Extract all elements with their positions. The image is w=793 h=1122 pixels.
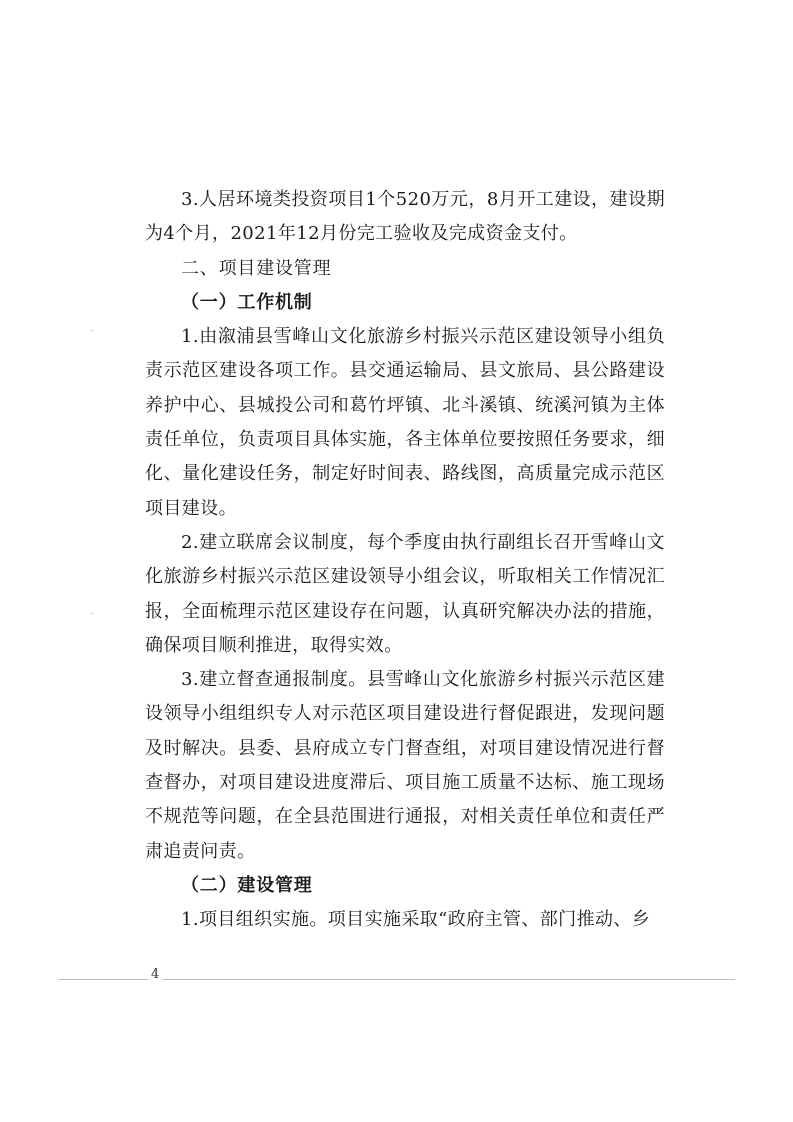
- paragraph-leadership-group: 1.由溆浦县雪峰山文化旅游乡村振兴示范区建设领导小组负责示范区建设各项工作。县交通运输局、县文旅局、县公路建设养护中心、县城投公司和葛竹坪镇、北斗溪镇、统溪河镇为主体责任单位，负责项目具体实施，各主体单位要按照任务要求，细化、量化建设任务，制定好时间表、路线图，高质量完成示范区项目建设。: [145, 326, 665, 519]
- subsection-heading-work-mechanism: （一）工作机制: [181, 291, 313, 313]
- margin-mark: [91, 613, 94, 614]
- paragraph-residential-environment-project: 3.人居环境类投资项目1个520万元，8月开工建设，建设期为4个月，2021年12月份完工验收及完成资金支付。: [145, 189, 665, 245]
- section-heading-project-management: 二、项目建设管理: [181, 257, 332, 279]
- paragraph-supervision-system: 3.建立督查通报制度。县雪峰山文化旅游乡村振兴示范区建设领导小组组织专人对示范区项目建设进行督促跟进，发现问题及时解决。县委、县府成立专门督查组，对项目建设情况进行督查督办，对项目建设进度滞后、项目施工质量不达标、施工现场不规范等问题，在全县范围进行通报，对相关责任单位和责任严肃追责问责。: [145, 669, 665, 862]
- paragraph-joint-meeting-system: 2.建立联席会议制度，每个季度由执行副组长召开雪峰山文化旅游乡村振兴示范区建设领导小组会议，听取相关工作情况汇报，全面梳理示范区建设存在问题，认真研究解决办法的措施，确保项目顺利推进，取得实效。: [145, 531, 665, 656]
- margin-mark: [91, 330, 94, 331]
- document-body: [145, 183, 665, 938]
- page-number: 4: [148, 967, 162, 983]
- paragraph-project-implementation: 1.项目组织实施。项目实施采取“政府主管、部门推动、乡: [181, 909, 651, 931]
- subsection-heading-construction-management: （二）建设管理: [181, 874, 313, 896]
